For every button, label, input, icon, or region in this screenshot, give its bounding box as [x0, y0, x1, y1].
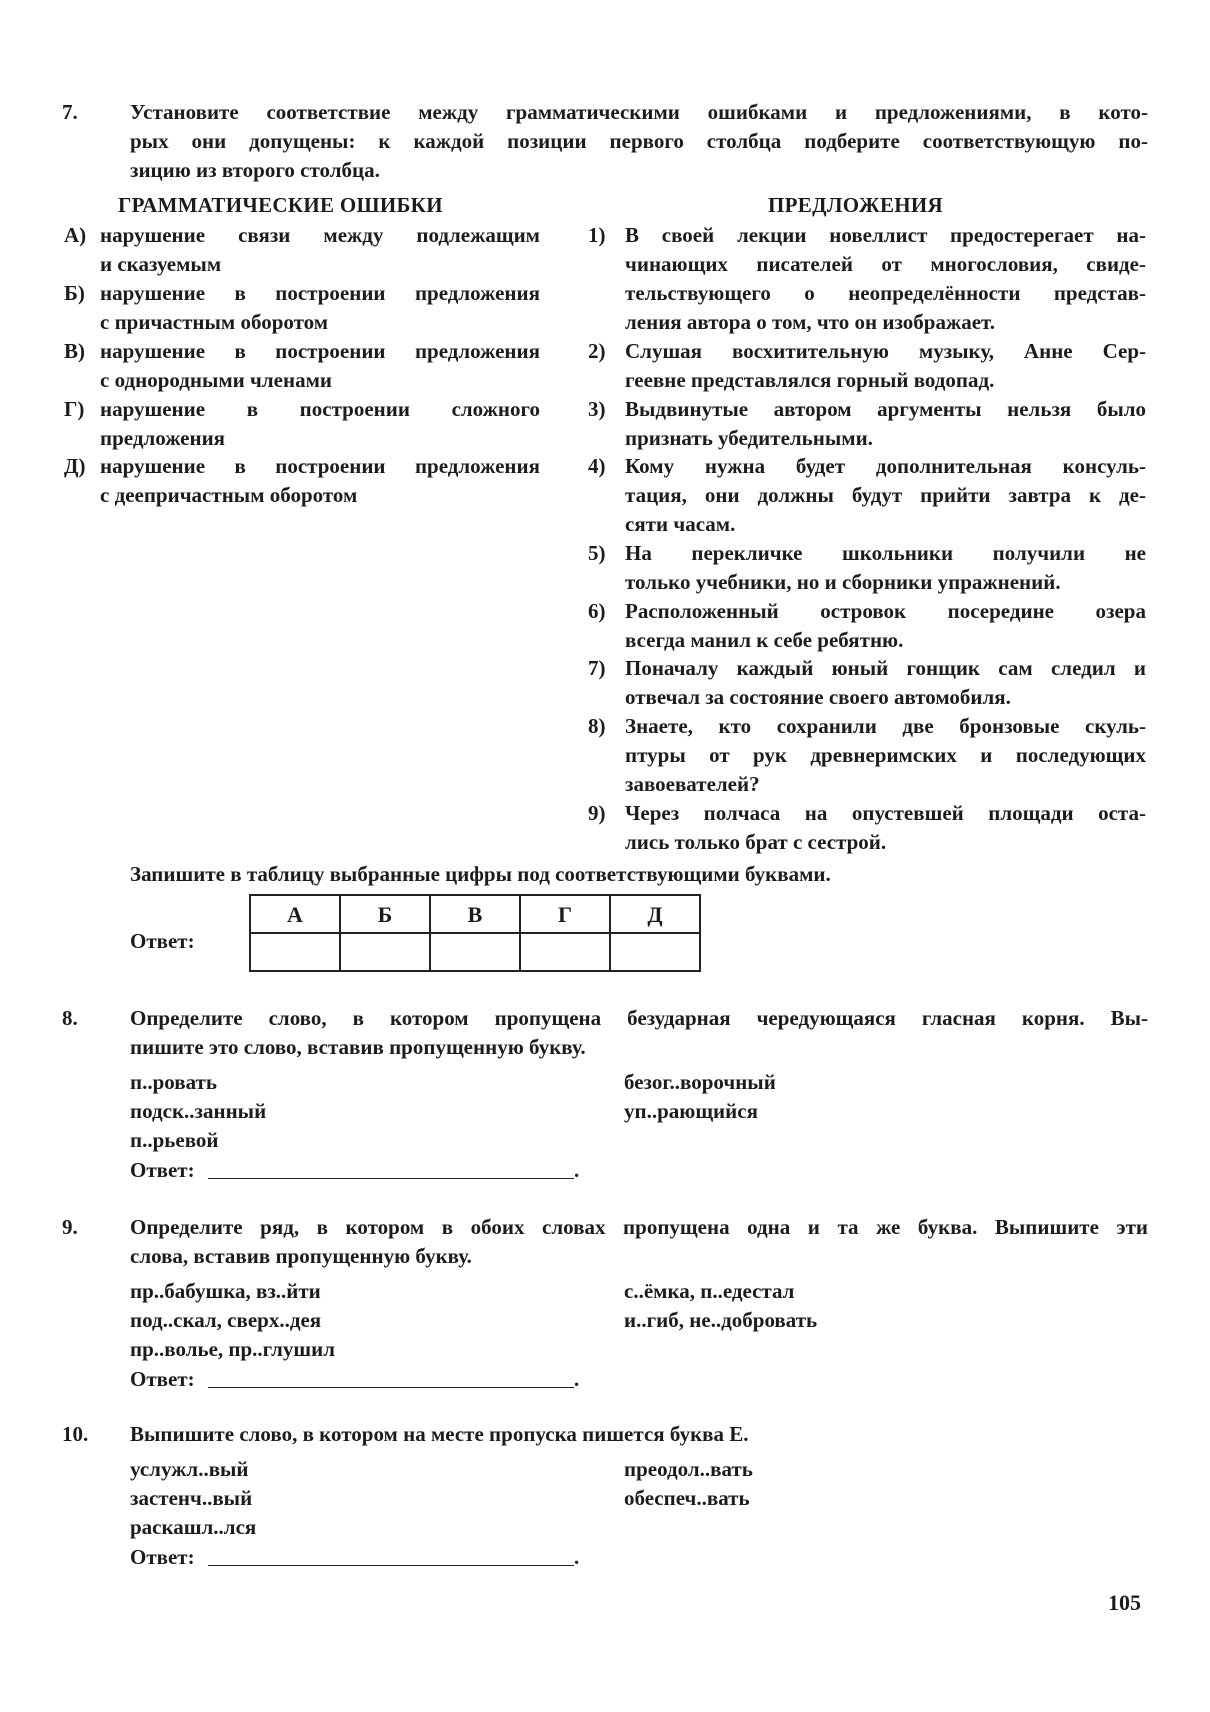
q9-word-pair: пр..волье, пр..глушил	[130, 1337, 336, 1361]
sentence-label: 9)	[588, 801, 606, 825]
error-label: Б)	[64, 281, 85, 305]
answer-table-header: Г	[520, 895, 610, 933]
answer-cell[interactable]	[250, 933, 340, 971]
sentence-line: геевне представлялся горный водопад.	[625, 368, 995, 392]
q9-word-pair: под..скал, сверх..дея	[130, 1308, 322, 1332]
q8-number: 8.	[62, 1006, 78, 1030]
sentence-line: тельствующего о неопределённости представ-	[625, 281, 1146, 305]
q9-prompt-line: Определите ряд, в котором в обоих словах пропущена одна и та же буква. Выпишите эти	[130, 1215, 1148, 1239]
q10-word: услужл..вый	[130, 1457, 249, 1481]
q7-prompt-line: Установите соответствие между грамматическими ошибками и предложениями, в кото-	[130, 100, 1148, 124]
answer-cell[interactable]	[610, 933, 700, 971]
q8-word: уп..рающийся	[624, 1099, 758, 1123]
error-line: нарушение связи между подлежащим	[100, 223, 540, 247]
q9-answer-input[interactable]	[208, 1387, 574, 1388]
sentence-line: В своей лекции новеллист предостерегает на-	[625, 223, 1146, 247]
answer-table-header: Б	[340, 895, 430, 933]
q8-word: п..рьевой	[130, 1128, 219, 1152]
error-line: нарушение в построении предложения	[100, 339, 540, 363]
q9-prompt	[130, 1213, 1148, 1271]
q7-left-header: ГРАММАТИЧЕСКИЕ ОШИБКИ	[118, 193, 443, 217]
q9-word-pair: с..ёмка, п..едестал	[624, 1279, 795, 1303]
q10-answer-period: .	[574, 1545, 580, 1569]
q9-number: 9.	[62, 1215, 78, 1239]
sentence-line: лись только брат с сестрой.	[625, 830, 887, 854]
sentence-line: отвечал за состояние своего автомобиля.	[625, 685, 1011, 709]
q10-answer-label: Ответ:	[130, 1545, 195, 1569]
sentence-line: Выдвинутые автором аргументы нельзя было	[625, 397, 1146, 421]
error-line: предложения	[100, 426, 226, 450]
sentence-line: На перекличке школьники получили не	[625, 541, 1146, 565]
q10-word: обеспеч..вать	[624, 1486, 750, 1510]
q8-answer-period: .	[574, 1158, 580, 1182]
sentence-line: Через полчаса на опустевшей площади оста-	[625, 801, 1146, 825]
answer-cell[interactable]	[340, 933, 430, 971]
sentence-label: 2)	[588, 339, 606, 363]
q10-prompt-line: Выпишите слово, в котором на месте пропуска пишется буква Е.	[130, 1422, 749, 1446]
page-number: 105	[1108, 1590, 1141, 1615]
sentence-line: Поначалу каждый юный гонщик сам следил и	[625, 656, 1146, 680]
q9-answer-label: Ответ:	[130, 1367, 195, 1391]
sentence-line: тация, они должны будут прийти завтра к де-	[625, 483, 1146, 507]
sentence-line: Кому нужна будет дополнительная консуль-	[625, 454, 1146, 478]
q8-word: подск..занный	[130, 1099, 267, 1123]
q7-prompt	[130, 98, 1148, 185]
q7-prompt-line: зицию из второго столбца.	[130, 158, 380, 182]
error-label: А)	[64, 223, 87, 247]
q10-word: преодол..вать	[624, 1457, 753, 1481]
q8-answer-input[interactable]	[208, 1178, 574, 1179]
q8-prompt	[130, 1004, 1148, 1062]
sentence-line: только учебники, но и сборники упражнений.	[625, 570, 1061, 594]
sentence-line: Слушая восхитительную музыку, Анне Сер-	[625, 339, 1146, 363]
error-line: нарушение в построении предложения	[100, 281, 540, 305]
error-line: и сказуемым	[100, 252, 222, 276]
answer-table-header: Д	[610, 895, 700, 933]
sentence-label: 3)	[588, 397, 606, 421]
q7-right-header: ПРЕДЛОЖЕНИЯ	[768, 193, 943, 217]
answer-cell[interactable]	[430, 933, 520, 971]
error-label: Д)	[64, 454, 86, 478]
sentence-line: Расположенный островок посередине озера	[625, 599, 1146, 623]
sentence-label: 5)	[588, 541, 606, 565]
q9-word-pair: пр..бабушка, вз..йти	[130, 1279, 321, 1303]
q8-prompt-line: пишите это слово, вставив пропущенную букву.	[130, 1035, 586, 1059]
error-line: с причастным оборотом	[100, 310, 329, 334]
q8-word: безог..ворочный	[624, 1070, 776, 1094]
sentence-line: всегда манил к себе ребятню.	[625, 628, 904, 652]
error-line: с деепричастным оборотом	[100, 483, 358, 507]
sentence-line: Знаете, кто сохранили две бронзовые скуль-	[625, 714, 1146, 738]
error-label: Г)	[64, 397, 85, 421]
q10-number: 10.	[62, 1422, 89, 1446]
sentence-line: завоевателей?	[625, 772, 760, 796]
sentence-line: чинающих писателей от многословия, свиде-	[625, 252, 1146, 276]
error-line: с однородными членами	[100, 368, 332, 392]
q7-answer-table	[249, 894, 701, 972]
answer-table-header: В	[430, 895, 520, 933]
q7-answer-label: Ответ:	[130, 929, 195, 953]
q8-answer-label: Ответ:	[130, 1158, 195, 1182]
sentence-label: 1)	[588, 223, 606, 247]
q9-answer-period: .	[574, 1367, 580, 1391]
answer-cell[interactable]	[520, 933, 610, 971]
q9-prompt-line: слова, вставив пропущенную букву.	[130, 1244, 472, 1268]
q9-word-pair: и..гиб, не..добровать	[624, 1308, 818, 1332]
sentence-label: 7)	[588, 656, 606, 680]
q8-word: п..ровать	[130, 1070, 217, 1094]
sentence-line: ления автора о том, что он изображает.	[625, 310, 996, 334]
q10-answer-input[interactable]	[208, 1565, 574, 1566]
q8-prompt-line: Определите слово, в котором пропущена безударная чередующаяся гласная корня. Вы-	[130, 1006, 1148, 1030]
sentence-line: птуры от рук древнеримских и последующих	[625, 743, 1146, 767]
error-line: нарушение в построении сложного	[100, 397, 540, 421]
q7-prompt-line: рых они допущены: к каждой позиции первого столбца подберите соответствующую по-	[130, 129, 1148, 153]
sentence-label: 8)	[588, 714, 606, 738]
q10-word: раскашл..лся	[130, 1515, 257, 1539]
answer-table-header: А	[250, 895, 340, 933]
q7-instruction: Запишите в таблицу выбранные цифры под соответствующими буквами.	[130, 862, 831, 886]
sentence-label: 4)	[588, 454, 606, 478]
q10-word: застенч..вый	[130, 1486, 253, 1510]
sentence-line: признать убедительными.	[625, 426, 873, 450]
sentence-line: сяти часам.	[625, 512, 736, 536]
sentence-label: 6)	[588, 599, 606, 623]
error-line: нарушение в построении предложения	[100, 454, 540, 478]
q10-prompt	[130, 1420, 1148, 1449]
error-label: В)	[64, 339, 85, 363]
q7-number: 7.	[62, 100, 78, 124]
